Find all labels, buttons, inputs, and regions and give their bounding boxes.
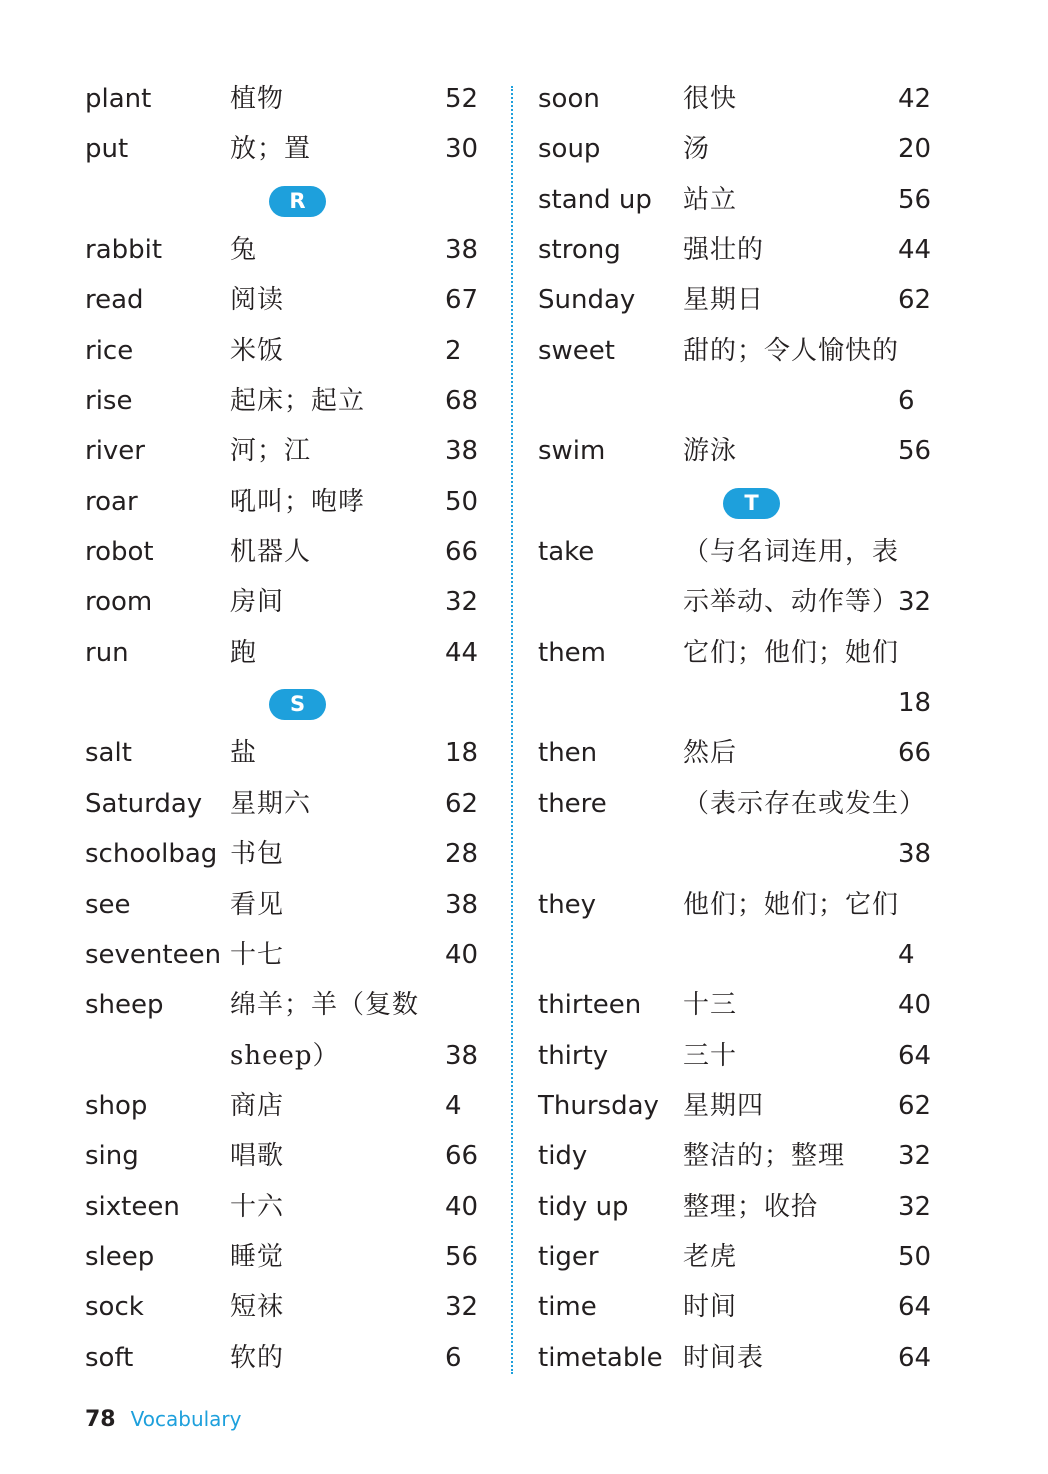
vocabulary-entry [538,376,938,426]
english-word: room [85,587,153,618]
english-word: Sunday [538,285,636,316]
chinese-meaning: sheep） [230,1040,340,1071]
english-word: salt [85,738,132,769]
vocabulary-entry [85,225,490,275]
vocabulary-entry [85,980,490,1030]
vocabulary-entry [538,74,938,124]
vocabulary-entry [538,426,938,476]
page-reference: 66 [445,537,479,568]
vocabulary-entry [538,1333,938,1383]
english-word: soft [85,1342,134,1373]
chinese-meaning: 机器人 [230,537,312,568]
english-word: seventeen [85,939,222,970]
chinese-meaning: 米饭 [230,335,285,366]
vocabulary-entry [85,376,490,426]
letter-badge: R [269,186,326,217]
vocabulary-entry [85,426,490,476]
chinese-meaning: 星期日 [683,285,765,316]
chinese-meaning: 然后 [683,738,738,769]
english-word: they [538,889,597,920]
chinese-meaning: 游泳 [683,436,738,467]
letter-section-header [538,477,938,527]
page-reference: 42 [898,84,932,114]
letter-section-header [85,175,490,225]
english-word: soup [538,134,601,165]
english-word: schoolbag [85,839,218,870]
english-word: sleep [85,1241,155,1272]
english-word: swim [538,436,606,467]
chinese-meaning: 河；江 [230,436,312,467]
english-word: river [85,436,145,467]
english-word: plant [85,84,152,114]
page-reference: 44 [898,235,932,266]
chinese-meaning: 书包 [230,839,285,870]
page-reference: 4 [445,1090,462,1121]
chinese-meaning: 时间表 [683,1342,765,1373]
page-reference: 62 [898,1090,932,1121]
vocabulary-entry [538,779,938,829]
english-word: put [85,134,129,165]
page-reference: 56 [898,184,932,215]
vocabulary-entry [538,225,938,275]
section-label: Vocabulary [130,1407,242,1431]
page-reference: 40 [898,990,932,1021]
page-reference: 32 [898,1141,932,1172]
letter-badge: T [723,488,780,519]
vocabulary-entry [85,880,490,930]
english-word: thirty [538,1040,609,1071]
page-reference: 38 [445,889,479,920]
vocabulary-entry [85,1182,490,1232]
chinese-meaning: 强壮的 [683,235,765,266]
page-reference: 38 [445,235,479,266]
chinese-meaning: 星期四 [683,1090,765,1121]
page-reference: 6 [445,1342,462,1373]
vocabulary-entry [538,1081,938,1131]
chinese-meaning: （表示存在或发生） [683,788,927,819]
page-reference: 30 [445,134,479,165]
english-word: take [538,537,595,568]
page-reference: 18 [898,688,932,719]
english-word: rice [85,335,134,366]
chinese-meaning: 绵羊；羊（复数 [230,990,420,1021]
vocabulary-entry [538,1031,938,1081]
english-word: stand up [538,184,652,215]
page-reference: 67 [445,285,479,316]
vocabulary-entry [85,1081,490,1131]
vocabulary-entry [85,1333,490,1383]
vocabulary-entry [538,980,938,1030]
chinese-meaning: 它们；他们；她们 [683,637,900,668]
chinese-meaning: 整理；收拾 [683,1191,819,1222]
vocabulary-entry [538,577,938,627]
page-reference: 38 [898,839,932,870]
vocabulary-entry [538,930,938,980]
page-reference: 68 [445,386,479,417]
vocabulary-entry [85,1131,490,1181]
chinese-meaning: 盐 [230,738,258,769]
english-word: rabbit [85,235,163,266]
english-word: sheep [85,990,164,1021]
english-word: read [85,285,144,316]
english-word: run [85,637,129,668]
page-reference: 40 [445,1191,479,1222]
english-word: sing [85,1141,139,1172]
vocabulary-entry [85,1282,490,1332]
page-reference: 28 [445,839,479,870]
english-word: sock [85,1292,144,1323]
chinese-meaning: 整洁的；整理 [683,1141,846,1172]
page-reference: 66 [445,1141,479,1172]
chinese-meaning: 他们；她们；它们 [683,889,900,920]
vocabulary-column-right [538,74,938,1383]
page-reference: 62 [445,788,479,819]
vocabulary-entry [538,880,938,930]
chinese-meaning: 站立 [683,184,738,215]
page-reference: 32 [445,587,479,618]
chinese-meaning: 阅读 [230,285,285,316]
english-word: there [538,788,607,819]
chinese-meaning: 植物 [230,84,285,114]
page-reference: 2 [445,335,462,366]
page-footer [85,1404,241,1435]
chinese-meaning: 很快 [683,84,738,114]
chinese-meaning: 软的 [230,1342,285,1373]
english-word: Thursday [538,1090,659,1121]
page-reference: 32 [898,587,932,618]
chinese-meaning: 十三 [683,990,738,1021]
page-reference: 64 [898,1292,932,1323]
english-word: see [85,889,131,920]
english-word: timetable [538,1342,663,1373]
vocabulary-entry [85,779,490,829]
vocabulary-entry [85,728,490,778]
chinese-meaning: 跑 [230,637,258,668]
vocabulary-entry [538,678,938,728]
chinese-meaning: 兔 [230,235,258,266]
vocabulary-entry [85,477,490,527]
english-word: then [538,738,598,769]
page-reference: 50 [445,486,479,517]
chinese-meaning: 商店 [230,1090,285,1121]
chinese-meaning: 星期六 [230,788,312,819]
vocabulary-entry [538,175,938,225]
page-reference: 62 [898,285,932,316]
letter-section-header [85,678,490,728]
vocabulary-entry [538,1232,938,1282]
chinese-meaning: 十七 [230,939,285,970]
page-reference: 38 [445,1040,479,1071]
english-word: robot [85,537,154,568]
page-reference: 44 [445,637,479,668]
chinese-meaning: 短袜 [230,1292,285,1323]
vocabulary-entry [85,829,490,879]
page-reference: 64 [898,1040,932,1071]
vocabulary-entry [85,74,490,124]
vocabulary-entry [538,728,938,778]
page-reference: 32 [898,1191,932,1222]
vocabulary-column-left [85,74,490,1383]
english-word: sweet [538,335,615,366]
english-word: them [538,637,606,668]
english-word: Saturday [85,788,203,819]
chinese-meaning: 时间 [683,1292,738,1323]
english-word: time [538,1292,597,1323]
english-word: thirteen [538,990,642,1021]
vocabulary-entry [85,326,490,376]
english-word: strong [538,235,621,266]
english-word: rise [85,386,133,417]
chinese-meaning: 看见 [230,889,285,920]
vocabulary-entry [538,326,938,376]
page-reference: 18 [445,738,479,769]
page-reference: 20 [898,134,932,165]
english-word: tidy [538,1141,588,1172]
page-reference: 38 [445,436,479,467]
english-word: shop [85,1090,148,1121]
english-word: tidy up [538,1191,629,1222]
page-reference: 52 [445,84,479,114]
vocabulary-entry [538,275,938,325]
chinese-meaning: 睡觉 [230,1241,285,1272]
page-reference: 6 [898,386,915,417]
page-reference: 40 [445,939,479,970]
english-word: soon [538,84,600,114]
vocabulary-entry [85,527,490,577]
chinese-meaning: 十六 [230,1191,285,1222]
vocabulary-entry [85,124,490,174]
english-word: roar [85,486,138,517]
page-number: 78 [85,1407,116,1432]
letter-badge: S [269,689,326,720]
chinese-meaning: 三十 [683,1040,738,1071]
chinese-meaning: 放；置 [230,134,312,165]
vocabulary-entry [85,930,490,980]
vocabulary-entry [538,1131,938,1181]
vocabulary-entry [538,1282,938,1332]
column-divider [511,86,513,1374]
page-reference: 64 [898,1342,932,1373]
vocabulary-entry [538,829,938,879]
page-reference: 66 [898,738,932,769]
vocabulary-entry [538,527,938,577]
page-reference: 56 [898,436,932,467]
vocabulary-entry [538,1182,938,1232]
page-reference: 4 [898,939,915,970]
chinese-meaning: 唱歌 [230,1141,285,1172]
vocabulary-entry [85,1031,490,1081]
english-word: tiger [538,1241,599,1272]
vocabulary-entry [85,577,490,627]
chinese-meaning: 房间 [230,587,285,618]
chinese-meaning: 甜的；令人愉快的 [683,335,900,366]
vocabulary-entry [85,628,490,678]
vocabulary-entry [538,628,938,678]
chinese-meaning: 示举动、动作等） [683,587,900,618]
page-reference: 50 [898,1241,932,1272]
english-word: sixteen [85,1191,180,1222]
vocabulary-entry [538,124,938,174]
chinese-meaning: （与名词连用，表 [683,537,900,568]
page-reference: 56 [445,1241,479,1272]
vocabulary-entry [85,275,490,325]
chinese-meaning: 吼叫；咆哮 [230,486,366,517]
chinese-meaning: 汤 [683,134,711,165]
page-reference: 32 [445,1292,479,1323]
chinese-meaning: 老虎 [683,1241,738,1272]
chinese-meaning: 起床；起立 [230,386,366,417]
vocabulary-entry [85,1232,490,1282]
